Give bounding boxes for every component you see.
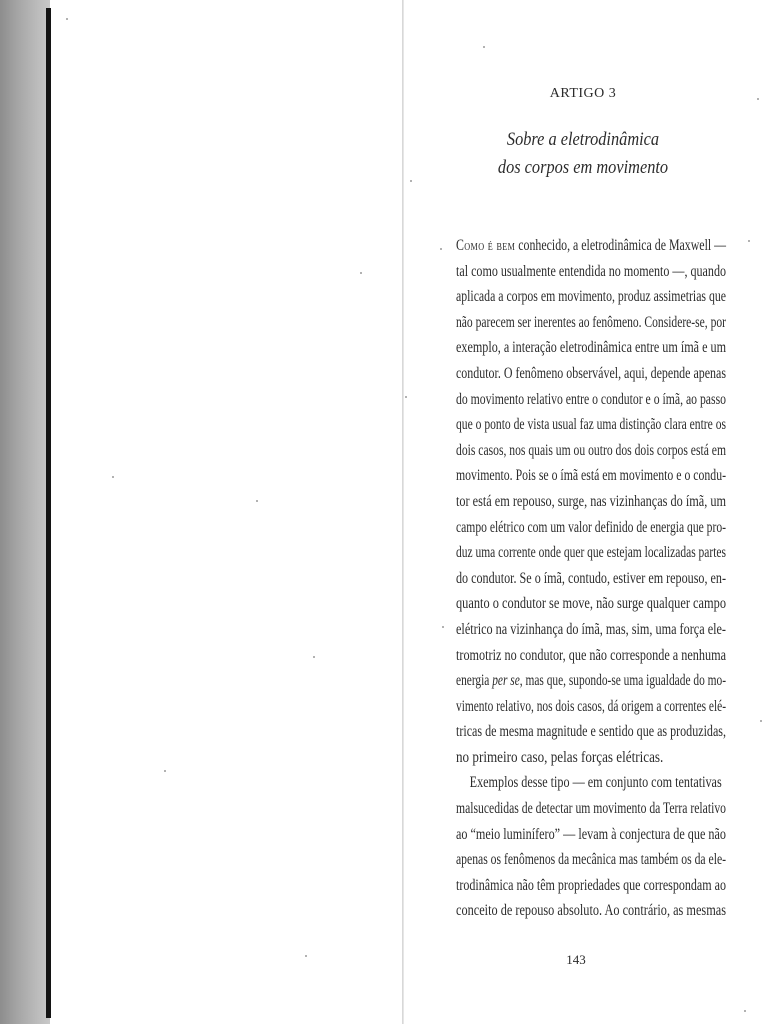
- text-line: [456, 233, 726, 259]
- text-line: campo elétrico com um valor definido de energia que pro-: [456, 518, 726, 536]
- line-part: , mas que, supondo-se uma igualdade do mo-: [519, 672, 726, 690]
- scan-speck: [66, 18, 68, 20]
- text-line: tricas de mesma magnitude e sentido que as produzidas,: [456, 723, 726, 741]
- scan-edge: [0, 0, 50, 1024]
- article-label: ARTIGO 3: [549, 86, 617, 101]
- text-line: tromotriz no condutor, que não corresponde a nenhuma: [456, 646, 727, 664]
- text-line: dois casos, nos quais um ou outro dos dois corpos está em: [456, 441, 726, 459]
- italic-phrase: per se: [492, 672, 520, 690]
- text-line: apenas os fenômenos da mecânica mas também os da ele-: [456, 851, 727, 869]
- text-line: do condutor. Se o ímã, contudo, estiver em repouso, en-: [456, 569, 726, 587]
- article-body: [456, 233, 726, 924]
- text-line: do movimento relativo entre o condutor e o ímã, ao passo: [456, 390, 727, 408]
- text-line: trodinâmica não têm propriedades que correspondam ao: [456, 876, 726, 894]
- text-line: conceito de repouso absoluto. Ao contrário, as mesmas: [456, 902, 726, 920]
- text-line: duz uma corrente onde quer que estejam localizadas partes: [456, 544, 726, 562]
- text-line: tal como usualmente entendida no momento —, quando: [456, 262, 727, 280]
- text-line: não parecem ser inerentes ao fenômeno. Considere-se, por: [456, 313, 726, 331]
- scan-speck: [360, 272, 362, 274]
- text-line: que o ponto de vista usual faz uma distinção clara entre os: [456, 416, 726, 434]
- text-line: vimento relativo, nos dois casos, dá origem a correntes elé-: [456, 697, 726, 715]
- article-title: [426, 126, 739, 182]
- text-line: tor está em repouso, surge, nas vizinhanças do ímã, um: [456, 492, 726, 510]
- text-line: [456, 668, 726, 694]
- text-line: exemplo, a interação eletrodinâmica entre um ímã e um: [456, 339, 727, 357]
- title-line: Sobre a eletrodinâmica: [506, 129, 660, 150]
- scan-speck: [112, 476, 114, 478]
- title-line: dos corpos em movimento: [497, 157, 669, 178]
- scan-speck: [305, 955, 307, 957]
- smallcaps-opening: Como é bem: [456, 237, 516, 254]
- line-rest: conhecido, a eletrodinâmica de Maxwell —: [515, 237, 727, 254]
- right-page: [404, 0, 768, 1024]
- text-line: ao “meio luminífero” — levam à conjectura de que não: [456, 825, 726, 843]
- text-line: malsucedidas de detectar um movimento da Terra relativo: [456, 800, 726, 818]
- scan-speck: [256, 500, 258, 502]
- text-line: no primeiro caso, pelas forças elétricas.: [456, 748, 664, 766]
- scan-speck: [164, 770, 166, 772]
- text-line: quanto o condutor se move, não surge qualquer campo: [456, 595, 727, 613]
- text-line: aplicada a corpos em movimento, produz assimetrias que: [456, 288, 727, 306]
- text-line: Exemplos desse tipo — em conjunto com tentativas: [469, 774, 722, 792]
- page-number: 143: [566, 952, 586, 967]
- line-part: energia: [456, 672, 493, 690]
- left-page: [51, 0, 403, 1024]
- text-line: condutor. O fenômeno observável, aqui, depende apenas: [456, 364, 727, 382]
- text-line: movimento. Pois se o ímã está em movimento e o condu-: [456, 467, 727, 485]
- text-line: elétrico na vizinhança do ímã, mas, sim, uma força ele-: [456, 620, 727, 638]
- scan-speck: [313, 656, 315, 658]
